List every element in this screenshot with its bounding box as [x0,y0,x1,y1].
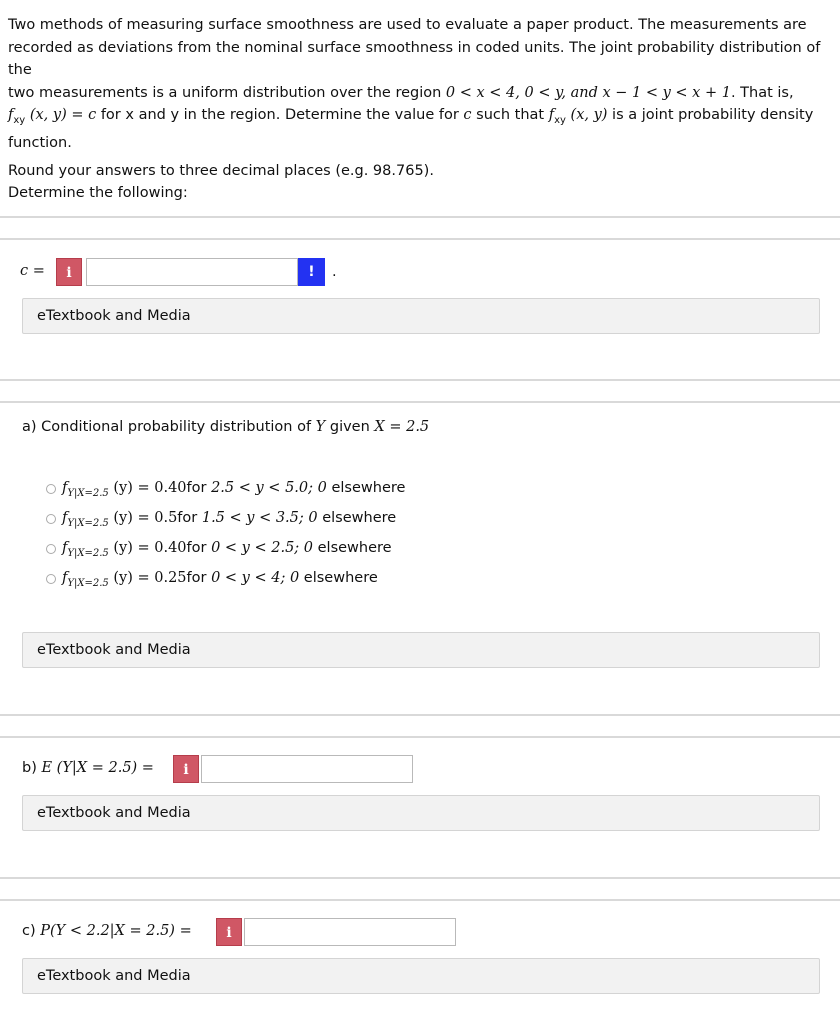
c-prob-answer-input[interactable] [244,918,456,946]
option-label: $f_{Y|X=2.5}$ (y) = 0.25for 0 < y < 4; 0 elsewhere [62,570,378,589]
radio-button[interactable] [46,514,56,524]
section-divider [0,238,840,240]
section-divider [0,877,840,879]
section-divider [0,899,840,901]
etextbook-media-button[interactable] [22,632,820,668]
info-icon[interactable]: i [216,918,242,946]
intro-line-1: Two methods of measuring surface smoothness are used to evaluate a paper product. The measurements are [8,17,807,33]
warning-icon[interactable]: ! [298,258,325,286]
determine-instruction: Determine the following: [8,185,188,201]
c-period: . [332,264,337,280]
section-divider [0,401,840,403]
etextbook-media-label: eTextbook and Media [37,308,191,324]
radio-button[interactable] [46,544,56,554]
section-divider [0,379,840,381]
etextbook-media-button[interactable] [22,795,820,831]
instructions [8,160,434,204]
intro-line-3: two measurements is a uniform distribution over the region 0 < x < 4, 0 < y, and x − 1 < y < x + 1. That is, [8,84,794,101]
etextbook-media-button[interactable] [22,298,820,334]
question-a-prompt: a) Conditional probability distribution of Y given X = 2.5 [22,419,430,435]
question-b-prompt: b) E (Y|X = 2.5) = [22,760,154,776]
etextbook-media-label: eTextbook and Media [37,968,191,984]
radio-button[interactable] [46,484,56,494]
etextbook-media-button[interactable] [22,958,820,994]
intro-line-5: function. [8,135,72,152]
etextbook-media-label: eTextbook and Media [37,642,191,658]
problem-statement [8,14,834,155]
round-instruction: Round your answers to three decimal places (e.g. 98.765). [8,163,434,179]
radio-button[interactable] [46,574,56,584]
info-icon[interactable]: i [56,258,82,286]
c-label: c = [20,263,45,279]
c-answer-input[interactable] [86,258,298,286]
intro-line-4: $f_{xy}$ (x, y) = c for x and y in the region. Determine the value for c such that $f_{xy}$ (x, y) is a joint probability density [8,107,814,126]
info-icon[interactable]: i [173,755,199,783]
b-answer-input[interactable] [201,755,413,783]
section-divider [0,216,840,218]
option-label: $f_{Y|X=2.5}$ (y) = 0.40for 2.5 < y < 5.0; 0 elsewhere [62,480,406,499]
question-c-prompt: c) P(Y < 2.2|X = 2.5) = [22,923,192,939]
option-label: $f_{Y|X=2.5}$ (y) = 0.5for 1.5 < y < 3.5; 0 elsewhere [62,510,397,529]
etextbook-media-label: eTextbook and Media [37,805,191,821]
section-divider [0,714,840,716]
intro-line-2: recorded as deviations from the nominal surface smoothness in coded units. The joint probability distribution of the [8,39,821,78]
option-label: $f_{Y|X=2.5}$ (y) = 0.40for 0 < y < 2.5; 0 elsewhere [62,540,392,559]
section-divider [0,736,840,738]
